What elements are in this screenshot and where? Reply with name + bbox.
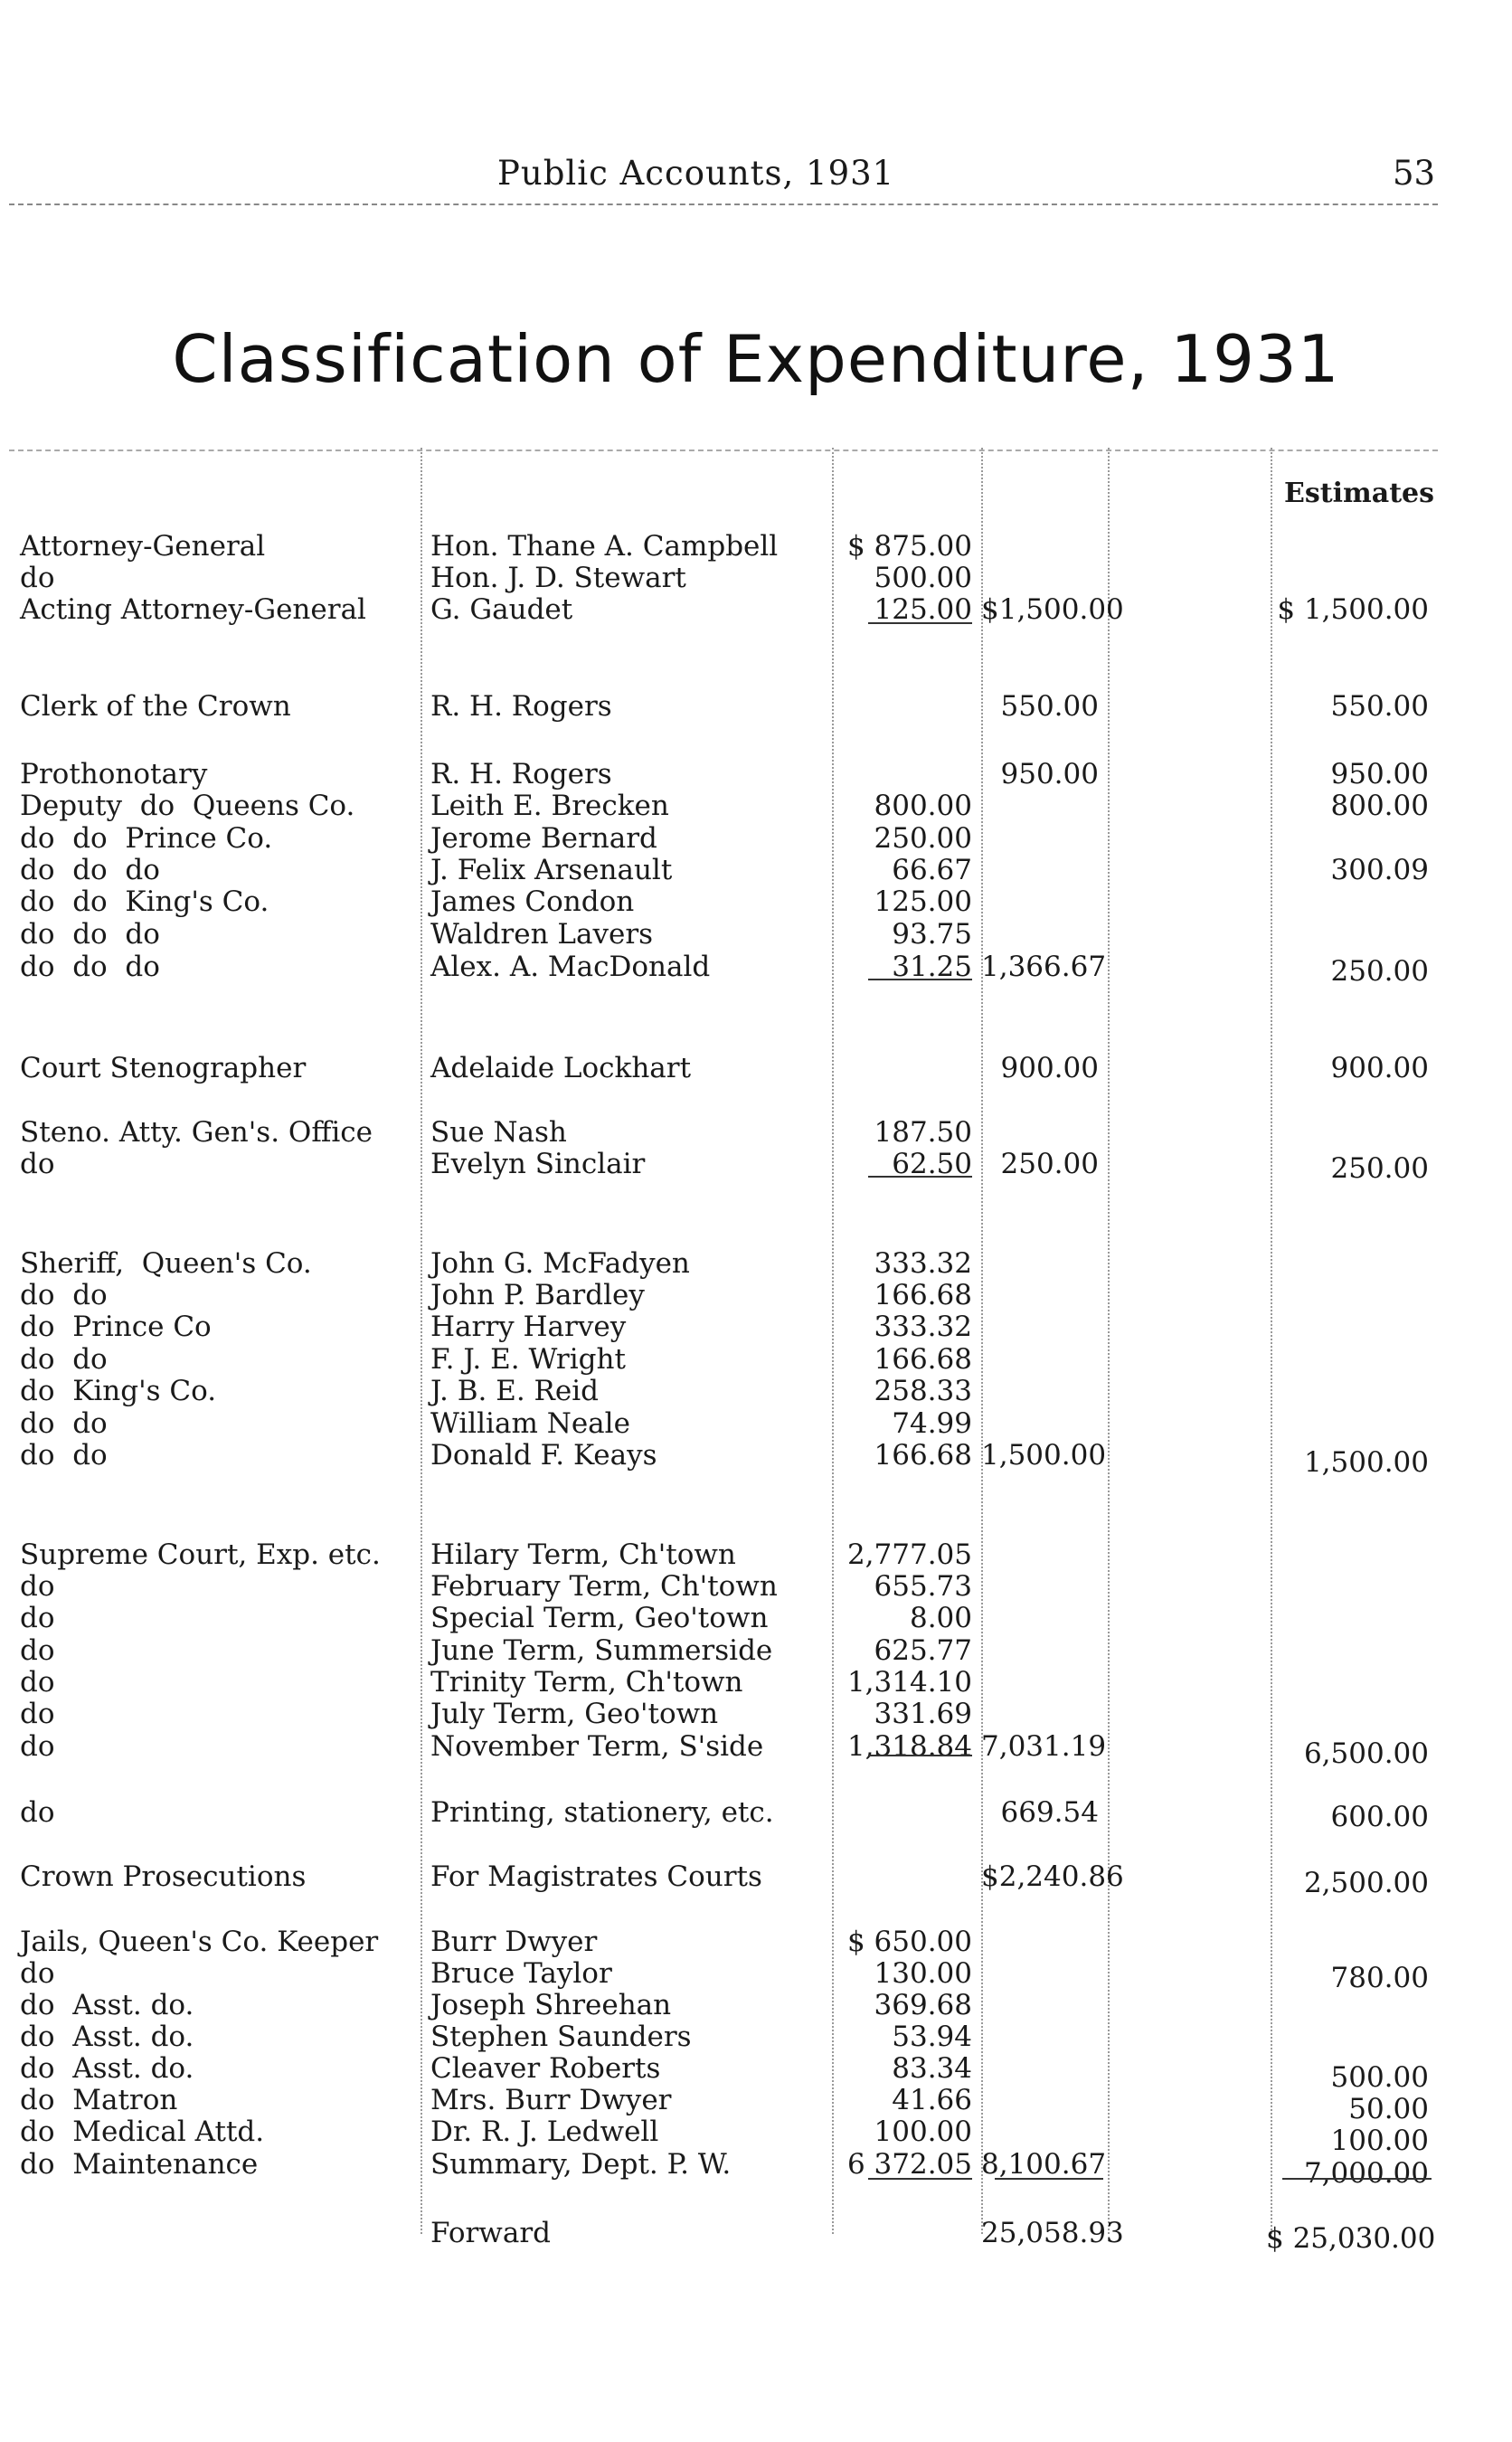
subtotal-rule xyxy=(868,1176,972,1178)
row-label: do do xyxy=(20,1439,108,1472)
row-name: Waldren Lavers xyxy=(430,918,654,951)
row-name: G. Gaudet xyxy=(430,593,573,626)
table-row xyxy=(0,1115,1512,1150)
row-label: do Asst. do. xyxy=(20,2021,194,2053)
row-label: do do do xyxy=(20,918,160,951)
row-estimate: 250.00 xyxy=(1330,955,1429,988)
row-label: Deputy do Queens Co. xyxy=(20,790,355,822)
row-label: do do xyxy=(20,1407,108,1440)
row-label: Acting Attorney-General xyxy=(20,593,366,626)
row-label: Steno. Atty. Gen's. Office xyxy=(20,1116,373,1149)
row-amount: 41.66 xyxy=(892,2084,972,2116)
row-label: do xyxy=(20,1730,55,1763)
row-total: 8,100.67 xyxy=(981,2148,1107,2181)
row-label: do xyxy=(20,1634,55,1667)
table-row xyxy=(0,689,1512,724)
row-amount: 1,318.84 xyxy=(846,1730,972,1763)
row-total: 1,500.00 xyxy=(981,1439,1107,1472)
row-amount: 74.99 xyxy=(892,1407,972,1440)
table-row xyxy=(0,561,1512,595)
row-total: 25,058.93 xyxy=(981,2217,1124,2249)
row-amount: 187.50 xyxy=(874,1116,972,1149)
row-label: do do xyxy=(20,1343,108,1376)
row-label: Court Stenographer xyxy=(20,1052,307,1084)
row-label: Clerk of the Crown xyxy=(20,690,291,723)
row-label: do do King's Co. xyxy=(20,885,269,918)
row-estimate: 7,000.00 xyxy=(1303,2157,1429,2190)
row-name: Printing, stationery, etc. xyxy=(430,1796,774,1829)
table-row xyxy=(0,1406,1512,1441)
row-label: do King's Co. xyxy=(20,1375,217,1407)
table-row xyxy=(0,2020,1512,2054)
row-total: 250.00 xyxy=(1000,1148,1099,1180)
row-estimate: 900.00 xyxy=(1330,1052,1429,1084)
subtotal-rule xyxy=(1282,2178,1432,2180)
table-row xyxy=(0,1925,1512,1959)
row-estimate: 550.00 xyxy=(1330,690,1429,723)
row-label: do Prince Co xyxy=(20,1311,212,1343)
table-row xyxy=(0,2083,1512,2125)
row-label: do xyxy=(20,1570,55,1603)
row-label: Attorney-General xyxy=(20,530,266,563)
table-row xyxy=(0,757,1512,791)
row-name: November Term, S'side xyxy=(430,1730,764,1763)
row-name: Alex. A. MacDonald xyxy=(430,951,711,983)
table-row xyxy=(0,1374,1512,1408)
row-total: 1,366.67 xyxy=(981,951,1107,983)
table-row xyxy=(0,853,1512,887)
row-amount: 83.34 xyxy=(892,2052,972,2085)
row-amount: 655.73 xyxy=(874,1570,972,1603)
row-name: Burr Dwyer xyxy=(430,1926,598,1958)
row-label: Sheriff, Queen's Co. xyxy=(20,1247,312,1280)
row-name: Leith E. Brecken xyxy=(430,790,669,822)
header-rule xyxy=(9,204,1438,205)
row-amount: 8.00 xyxy=(909,1602,972,1634)
row-name: William Neale xyxy=(430,1407,630,1440)
row-name: John P. Bardley xyxy=(430,1279,645,1311)
table-row xyxy=(0,1860,1512,1899)
row-name: James Condon xyxy=(430,885,635,918)
table-top-rule xyxy=(9,450,1438,451)
row-name: Hon. Thane A. Campbell xyxy=(430,530,779,563)
row-label: do Medical Attd. xyxy=(20,2115,265,2148)
row-estimate: 6,500.00 xyxy=(1303,1737,1429,1770)
table-row xyxy=(0,950,1512,988)
row-amount: 800.00 xyxy=(874,790,972,822)
table-row xyxy=(0,885,1512,919)
row-estimate: 250.00 xyxy=(1330,1152,1429,1185)
row-amount: 166.68 xyxy=(874,1279,972,1311)
row-estimate: $ 1,500.00 xyxy=(1277,593,1429,626)
row-label: do Asst. do. xyxy=(20,2052,194,2085)
row-name: Donald F. Keays xyxy=(430,1439,657,1472)
row-amount: $ 650.00 xyxy=(846,1926,972,1958)
row-total: 550.00 xyxy=(1000,690,1099,723)
row-amount: 66.67 xyxy=(892,854,972,886)
row-amount: 1,314.10 xyxy=(846,1666,972,1699)
subtotal-rule xyxy=(868,622,972,624)
row-label: Prothonotary xyxy=(20,758,208,790)
row-amount: 100.00 xyxy=(874,2115,972,2148)
row-label: Supreme Court, Exp. etc. xyxy=(20,1538,381,1571)
row-estimate: 500.00 xyxy=(1330,2061,1429,2094)
table-row xyxy=(0,1051,1512,1085)
table-row xyxy=(0,1729,1512,1770)
row-name: Forward xyxy=(430,2217,551,2249)
table-row xyxy=(0,2051,1512,2094)
row-total: 7,031.19 xyxy=(981,1730,1107,1763)
row-label: Crown Prosecutions xyxy=(20,1860,307,1893)
row-amount: $ 875.00 xyxy=(846,530,972,563)
estimates-header: Estimates xyxy=(1284,478,1435,509)
row-name: R. H. Rogers xyxy=(430,758,612,790)
row-name: Trinity Term, Ch'town xyxy=(430,1666,743,1699)
row-amount: 258.33 xyxy=(874,1375,972,1407)
table-row xyxy=(0,917,1512,951)
row-label: do xyxy=(20,1148,55,1180)
row-amount: 31.25 xyxy=(892,951,972,983)
row-name: June Term, Summerside xyxy=(430,1634,773,1667)
row-amount: 166.68 xyxy=(874,1343,972,1376)
main-title: Classification of Expenditure, 1931 xyxy=(172,321,1340,397)
row-total: 669.54 xyxy=(1000,1796,1099,1829)
row-amount: 125.00 xyxy=(874,885,972,918)
row-label: do xyxy=(20,1957,55,1990)
row-estimate: 950.00 xyxy=(1330,758,1429,790)
row-label: do do do xyxy=(20,854,160,886)
row-name: Adelaide Lockhart xyxy=(430,1052,692,1084)
row-total: $1,500.00 xyxy=(981,593,1124,626)
row-estimate: 50.00 xyxy=(1348,2093,1429,2125)
row-amount: 125.00 xyxy=(874,593,972,626)
table-row xyxy=(0,1438,1512,1479)
row-name: J. B. E. Reid xyxy=(430,1375,599,1407)
subtotal-rule xyxy=(868,1755,972,1756)
table-row xyxy=(0,2147,1512,2190)
row-estimate: $ 25,030.00 xyxy=(1266,2222,1436,2255)
row-label: do xyxy=(20,562,55,594)
page-header-title: Public Accounts, 1931 xyxy=(497,154,895,193)
row-name: F. J. E. Wright xyxy=(430,1343,626,1376)
row-total: $2,240.86 xyxy=(981,1860,1124,1893)
row-name: Harry Harvey xyxy=(430,1311,627,1343)
table-row xyxy=(0,1278,1512,1312)
row-name: February Term, Ch'town xyxy=(430,1570,778,1603)
table-row xyxy=(0,1988,1512,2022)
row-name: John G. McFadyen xyxy=(430,1247,690,1280)
table-row xyxy=(0,1147,1512,1185)
row-name: Stephen Saunders xyxy=(430,2021,692,2053)
row-name: Hon. J. D. Stewart xyxy=(430,562,686,594)
row-estimate: 300.09 xyxy=(1330,854,1429,886)
row-label: do xyxy=(20,1602,55,1634)
table-row xyxy=(0,1633,1512,1668)
row-name: R. H. Rogers xyxy=(430,690,612,723)
table-row xyxy=(0,529,1512,563)
row-name: Evelyn Sinclair xyxy=(430,1148,646,1180)
row-label: do xyxy=(20,1698,55,1730)
table-row xyxy=(0,821,1512,856)
row-name: Bruce Taylor xyxy=(430,1957,612,1990)
row-estimate: 800.00 xyxy=(1330,790,1429,822)
row-name: Sue Nash xyxy=(430,1116,567,1149)
row-amount: 331.69 xyxy=(874,1698,972,1730)
subtotal-rule xyxy=(995,2178,1103,2180)
row-label: do Maintenance xyxy=(20,2148,259,2181)
row-label: do Asst. do. xyxy=(20,1989,194,2021)
row-label: do xyxy=(20,1796,55,1829)
row-estimate: 1,500.00 xyxy=(1303,1446,1429,1479)
row-name: J. Felix Arsenault xyxy=(430,854,673,886)
row-name: Mrs. Burr Dwyer xyxy=(430,2084,672,2116)
row-amount: 369.68 xyxy=(874,1989,972,2021)
table-row xyxy=(0,1795,1512,1833)
row-total: 900.00 xyxy=(1000,1052,1099,1084)
table-row xyxy=(0,1956,1512,1994)
row-estimate: 780.00 xyxy=(1330,1962,1429,1994)
row-amount: 250.00 xyxy=(874,822,972,855)
row-name: Special Term, Geo'town xyxy=(430,1602,769,1634)
row-name: Dr. R. J. Ledwell xyxy=(430,2115,659,2148)
row-label: do Matron xyxy=(20,2084,178,2116)
row-estimate: 600.00 xyxy=(1330,1801,1429,1833)
row-amount: 333.32 xyxy=(874,1311,972,1343)
row-name: Jerome Bernard xyxy=(430,822,657,855)
row-name: Joseph Shreehan xyxy=(430,1989,672,2021)
row-label: do do Prince Co. xyxy=(20,822,273,855)
row-amount: 53.94 xyxy=(892,2021,972,2053)
row-amount: 625.77 xyxy=(874,1634,972,1667)
row-name: July Term, Geo'town xyxy=(430,1698,719,1730)
table-row xyxy=(0,1246,1512,1281)
row-amount: 166.68 xyxy=(874,1439,972,1472)
row-amount: 62.50 xyxy=(892,1148,972,1180)
row-name: Summary, Dept. P. W. xyxy=(430,2148,732,2181)
row-label: do xyxy=(20,1666,55,1699)
page-number: 53 xyxy=(1393,154,1436,193)
row-amount: 130.00 xyxy=(874,1957,972,1990)
table-row xyxy=(0,1569,1512,1604)
row-amount: 93.75 xyxy=(892,918,972,951)
table-row xyxy=(0,1697,1512,1731)
row-name: Cleaver Roberts xyxy=(430,2052,661,2085)
table-row xyxy=(0,1310,1512,1344)
row-amount: 6 372.05 xyxy=(846,2148,972,2181)
table-row xyxy=(0,1342,1512,1377)
table-row xyxy=(0,2216,1512,2255)
row-label: do do do xyxy=(20,951,160,983)
row-name: For Magistrates Courts xyxy=(430,1860,762,1893)
row-label: Jails, Queen's Co. Keeper xyxy=(20,1926,379,1958)
row-amount: 500.00 xyxy=(874,562,972,594)
table-row xyxy=(0,1665,1512,1699)
row-total: 950.00 xyxy=(1000,758,1099,790)
table-row xyxy=(0,592,1512,627)
table-row xyxy=(0,1601,1512,1635)
row-estimate: 2,500.00 xyxy=(1303,1867,1429,1899)
row-amount: 2,777.05 xyxy=(846,1538,972,1571)
table-row xyxy=(0,1538,1512,1572)
row-estimate: 100.00 xyxy=(1330,2125,1429,2157)
subtotal-rule xyxy=(868,979,972,980)
row-name: Hilary Term, Ch'town xyxy=(430,1538,736,1571)
row-label: do do xyxy=(20,1279,108,1311)
subtotal-rule xyxy=(868,2178,972,2180)
table-row xyxy=(0,2115,1512,2157)
row-amount: 333.32 xyxy=(874,1247,972,1280)
table-row xyxy=(0,789,1512,823)
